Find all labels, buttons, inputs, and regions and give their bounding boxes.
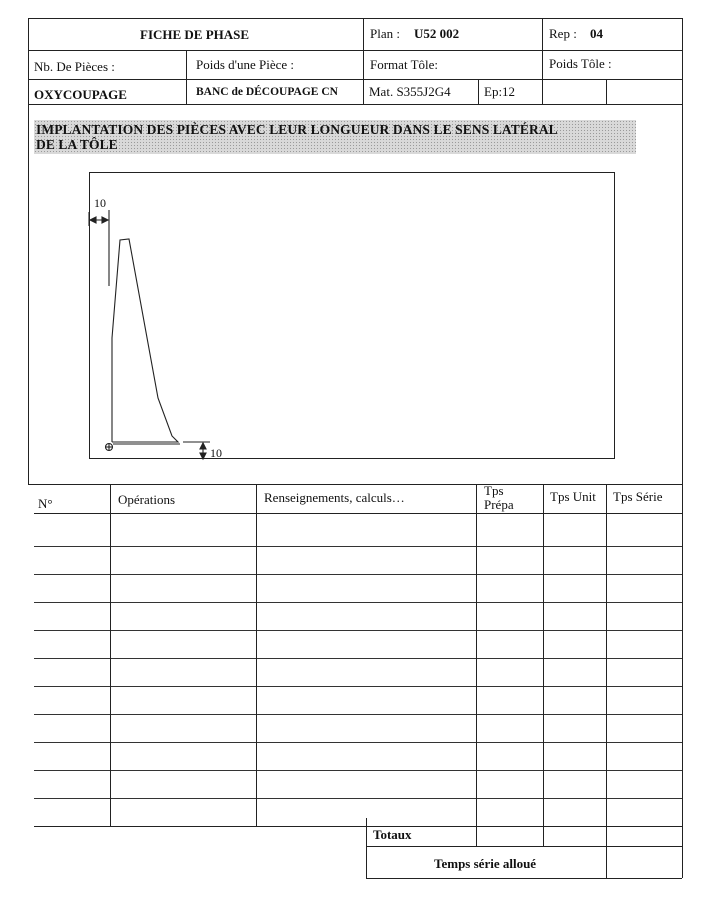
col-header-no: N°: [38, 496, 53, 511]
temps-serie-label: Temps série alloué: [434, 856, 537, 871]
banner-line-2: DE LA TÔLE: [36, 137, 118, 152]
table-col-no: [110, 484, 111, 826]
col-header-tps-prepa-1: Tps: [484, 483, 504, 498]
table-row-line: [34, 714, 682, 715]
table-top-line: [28, 484, 682, 485]
table-col-renseignements: [476, 484, 477, 846]
plan-label: Plan :: [370, 26, 400, 41]
table-col-prepa: [543, 484, 544, 846]
machine-name: BANC de DÉCOUPAGE CN: [196, 86, 338, 98]
table-row-line: [34, 742, 682, 743]
dim-top-arrow-right: [102, 217, 108, 223]
material: Mat. S355J2G4: [369, 84, 451, 99]
col-header-tps-serie: Tps Série: [613, 489, 663, 504]
dim-bottom-label: 10: [210, 446, 222, 460]
plan-value: U52 002: [414, 26, 460, 41]
totals-left-border: [366, 818, 367, 878]
col-header-tps-unit: Tps Unit: [550, 489, 596, 504]
dim-bottom-arrow-up: [200, 443, 206, 449]
format-tole-label: Format Tôle:: [370, 57, 439, 72]
col-header-renseignements: Renseignements, calculs…: [264, 490, 405, 505]
page-title: FICHE DE PHASE: [140, 27, 250, 42]
part-outline: [112, 239, 178, 442]
poids-tole-label: Poids Tôle :: [549, 56, 612, 71]
table-last-row-line: [34, 826, 682, 827]
table-row-line: [34, 630, 682, 631]
rep-value: 04: [590, 26, 603, 41]
table-col-unit: [606, 484, 607, 878]
totals-bottom-line: [366, 878, 682, 879]
table-row-line: [34, 546, 682, 547]
table-header-bottom: [34, 513, 682, 514]
table-row-line: [34, 658, 682, 659]
totals-row-line: [366, 846, 682, 847]
totals-label: Totaux: [373, 827, 412, 842]
table-row-line: [34, 798, 682, 799]
nb-pieces-label: Nb. De Pièces :: [34, 59, 115, 74]
rep-label: Rep :: [549, 26, 577, 41]
thickness: Ep:12: [484, 84, 516, 99]
table-row-line: [34, 686, 682, 687]
banner-line-1: IMPLANTATION DES PIÈCES AVEC LEUR LONGUEUR DANS LE SENS LATÉRAL: [36, 122, 558, 137]
col-header-operations: Opérations: [118, 492, 176, 507]
dim-bottom-arrow-down: [200, 453, 206, 459]
poids-piece-label: Poids d'une Pièce :: [196, 57, 295, 72]
process-name: OXYCOUPAGE: [34, 87, 127, 102]
col-header-tps-prepa-2: Prépa: [484, 497, 514, 512]
table-col-operations: [256, 484, 257, 826]
table-right-border: [682, 484, 683, 878]
dim-top-arrow-left: [90, 217, 96, 223]
table-row-line: [34, 770, 682, 771]
table-row-line: [34, 602, 682, 603]
dim-top-label: 10: [94, 196, 106, 210]
table-row-line: [34, 574, 682, 575]
